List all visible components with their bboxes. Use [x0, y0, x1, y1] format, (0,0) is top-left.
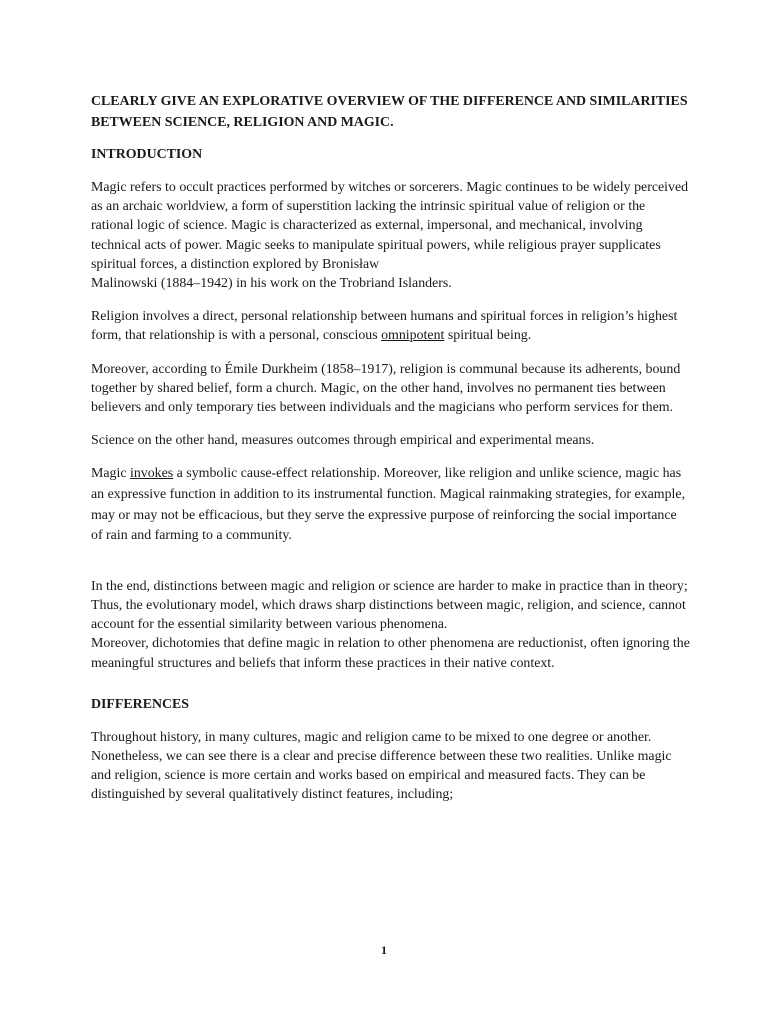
paragraph-magic-definition	[91, 178, 691, 293]
invokes-link[interactable]: invokes	[129, 466, 174, 482]
paragraph-text: Malinowski (1884–1942) in his work on the Trobriand Islanders.	[91, 276, 452, 292]
omnipotent-link[interactable]: omnipotent	[381, 328, 445, 344]
paragraph-text: In the end, distinctions between magic and religion or science are harder to make in practice than in theory; Thus, the evolutionary model, which draws sharp distinctions between magic, religion, and science, cannot account for the essential similarity between various phenomena.	[91, 578, 688, 633]
paragraph-magic-function	[91, 464, 691, 546]
paragraph-text: Magic refers to occult practices performed by witches or sorcerers. Magic continues to be widely perceived as an archaic worldview, a form of superstition lacking the intrinsic spiritual value of religion or the rational logic of science. Magic is characterized as external, impersonal, and mechanical, involving technical acts of power. Magic seeks to manipulate spiritual powers, while religious prayer supplicates spiritual forces, a distinction explored by Bronisław	[91, 180, 689, 272]
paragraph-durkheim: Moreover, according to Émile Durkheim (1858–1917), religion is communal because its adherents, bound together by shared belief, form a church. Magic, on the other hand, involves no permanent ties between believers and only temporary ties between individuals and the magicians who perform services for them.	[91, 361, 681, 416]
paragraph-text: Religion involves a direct, personal relationship between humans and spiritual forces in religion’s highest form, that relationship is with a personal, conscious	[91, 309, 678, 344]
paragraph-differences: Throughout history, in many cultures, magic and religion came to be mixed to one degree or another. Nonetheless, we can see there is a clear and precise difference between these two realities. Unlike magic and religion, science is more certain and works based on empirical and measured facts. They can be distinguished by several qualitatively distinct features, including;	[91, 729, 672, 803]
paragraph-text: a symbolic cause-effect relationship. Moreover, like religion and unlike science, magic has an expressive function in addition to its instrumental function. Magical rainmaking strategies, for example, may or may not be efficacious, but they serve the expressive purpose of reinforcing the social importance of rain and farming to a community.	[91, 466, 686, 544]
paragraph-distinctions	[91, 577, 691, 673]
differences-heading: DIFFERENCES	[91, 696, 190, 712]
paragraph-science: Science on the other hand, measures outcomes through empirical and experimental means.	[91, 433, 595, 449]
page-number: 1	[381, 943, 387, 957]
document-title: CLEARLY GIVE AN EXPLORATIVE OVERVIEW OF THE DIFFERENCE AND SIMILARITIES BETWEEN SCIENCE, RELIGION AND MAGIC.	[91, 94, 688, 130]
paragraph-text: spiritual being.	[444, 328, 532, 344]
introduction-heading: INTRODUCTION	[91, 147, 203, 162]
paragraph-text: Magic	[91, 466, 130, 482]
paragraph-text: Moreover, dichotomies that define magic in relation to other phenomena are reductionist, often ignoring the meaningful structures and beliefs that inform these practices in their native context.	[91, 636, 690, 671]
document-body	[91, 92, 691, 819]
paragraph-religion-definition	[91, 307, 691, 345]
